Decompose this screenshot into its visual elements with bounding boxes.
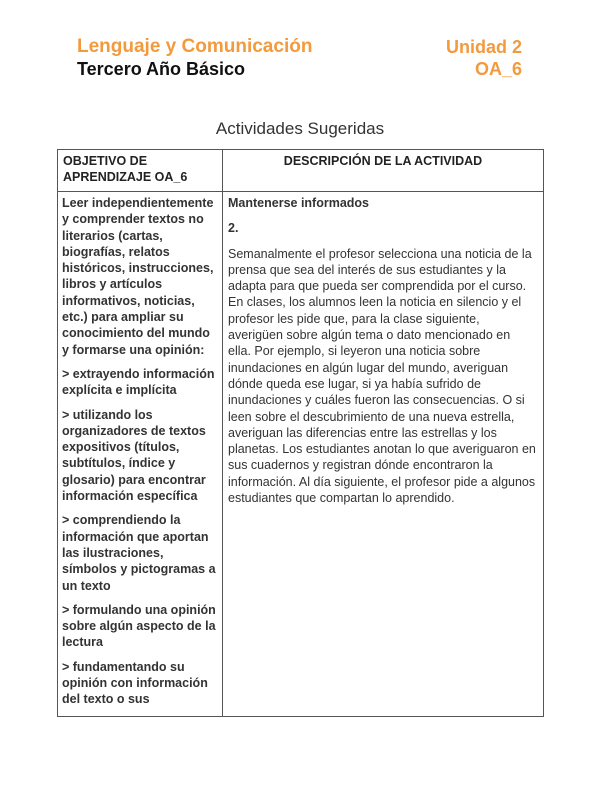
grade-level: Tercero Año Básico bbox=[77, 59, 246, 79]
objective-item: > comprendiendo la información que aportan las ilustraciones, símbolos y pictogramas a un texto bbox=[62, 513, 216, 593]
column-header-objective: OBJETIVO DE APRENDIZAJE OA_6 bbox=[58, 150, 223, 192]
objective-item: > extrayendo información explícita e implícita bbox=[62, 366, 215, 398]
objective-item: > formulando una opinión sobre algún aspecto de la lectura bbox=[62, 602, 216, 650]
objective-cell bbox=[58, 192, 223, 717]
document-header-right bbox=[446, 36, 522, 80]
objective-code: OA_6 bbox=[474, 59, 522, 79]
column-header-description: DESCRIPCIÓN DE LA ACTIVIDAD bbox=[223, 150, 544, 192]
objective-intro: Leer independientemente y comprender textos no literarios (cartas, biografías, relatos históricos, instrucciones, libros y artículos informativos, noticias, etc.) para ampliar su conocimiento del mundo y formarse una opinión: bbox=[62, 196, 214, 357]
activity-cell bbox=[223, 192, 544, 717]
activities-table bbox=[57, 149, 544, 717]
subject-title: Lenguaje y Comunicación bbox=[77, 36, 313, 57]
activity-number: 2. bbox=[228, 221, 239, 236]
unit-label: Unidad 2 bbox=[445, 37, 522, 57]
document-header-left bbox=[77, 36, 312, 80]
table-row bbox=[58, 192, 544, 717]
objective-item: > utilizando los organizadores de textos expositivos (títulos, subtítulos, índice y glosario) para encontrar información específica bbox=[62, 407, 206, 504]
objective-item: > fundamentando su opinión con información del texto o sus bbox=[62, 659, 208, 707]
activity-title: Mantenerse informados bbox=[228, 196, 370, 210]
section-title: Actividades Sugeridas bbox=[215, 119, 385, 138]
activity-description: Semanalmente el profesor selecciona una noticia de la prensa que sea del interés de sus estudiantes y la adapta para que pueda ser comprendida por el curso. En clases, los alumnos leen la noticia en silencio y el profesor les pide que, para la clase siguiente, averigüen sobre algún tema o dato mencionado en ella. Por ejemplo, si leyeron una noticia sobre inundaciones en algún lugar del mundo, averiguan dónde queda ese lugar, si ya había sufrido de inundaciones y cuáles fueron las consecuencias. O si leen sobre el descubrimiento de una nueva estrella, averiguan las diferencias entre las estrellas y los planetas. Los estudiantes anotan lo que averiguaron en sus cuadernos y registran dónde encontraron la información. Al día siguiente, el profesor pide a algunos estudiantes que compartan lo aprendido. bbox=[228, 246, 536, 506]
table-header-row bbox=[58, 150, 544, 192]
